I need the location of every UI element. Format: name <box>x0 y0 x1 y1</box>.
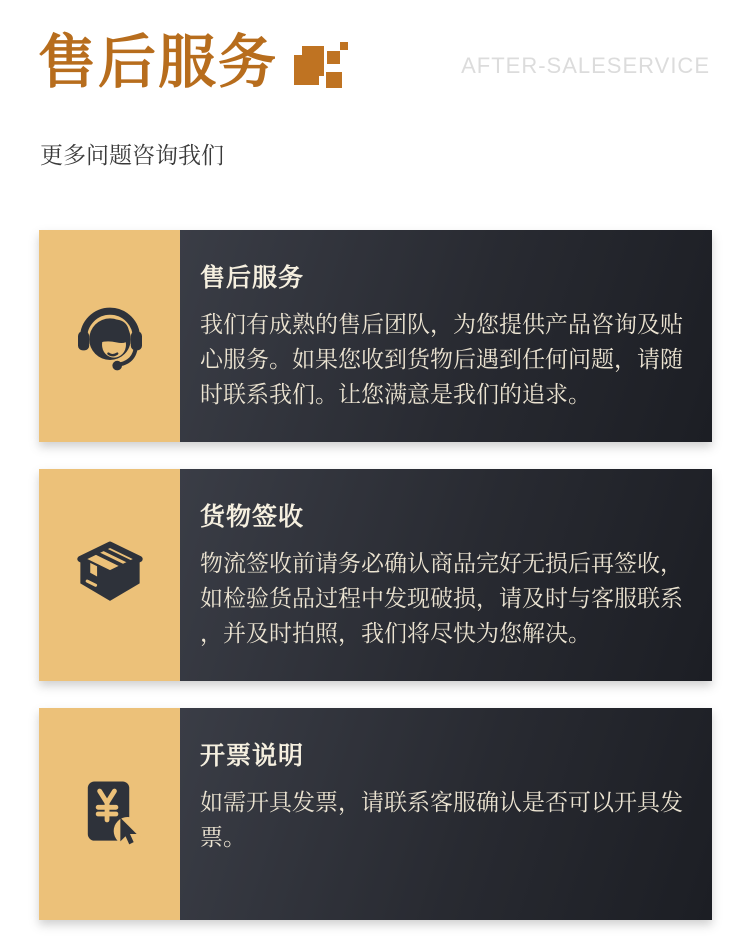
card-title: 货物签收 <box>200 502 305 531</box>
package-icon <box>72 537 148 613</box>
card-body-text: 我们有成熟的售后团队，为您提供产品咨询及贴心服务。如果您收到货物后遇到任何问题，请随时联系我们。让您满意是我们的追求。 <box>200 310 683 407</box>
page-title: 售后服务 <box>38 30 279 95</box>
section-header <box>0 0 750 170</box>
card-body-text: 如需开具发票，请联系客服确认是否可以开具发票。 <box>200 788 683 850</box>
card-icon-panel <box>39 708 180 920</box>
title-group <box>38 30 350 97</box>
service-cards <box>39 230 712 920</box>
card-text-panel <box>180 230 712 442</box>
page-subtitle-en: AFTER-SALESERVICE <box>461 53 710 79</box>
card-text-panel <box>180 708 712 920</box>
card-after-sale <box>39 230 712 442</box>
card-title: 售后服务 <box>200 263 305 292</box>
card-goods-receipt <box>39 469 712 681</box>
card-text-panel <box>180 469 712 681</box>
card-invoice <box>39 708 712 920</box>
card-title: 开票说明 <box>200 741 305 770</box>
headset-icon <box>70 296 150 376</box>
card-icon-panel <box>39 469 180 681</box>
card-body-text: 物流签收前请务必确认商品完好无损后再签收，如检验货品过程中发现破损，请及时与客服联系，并及时拍照，我们将尽快为您解决。 <box>200 549 683 646</box>
lead-text: 更多问题咨询我们 <box>40 141 224 168</box>
card-icon-panel <box>39 230 180 442</box>
pixel-squares-icon <box>292 42 350 92</box>
invoice-icon <box>73 777 147 851</box>
title-row <box>38 30 710 97</box>
